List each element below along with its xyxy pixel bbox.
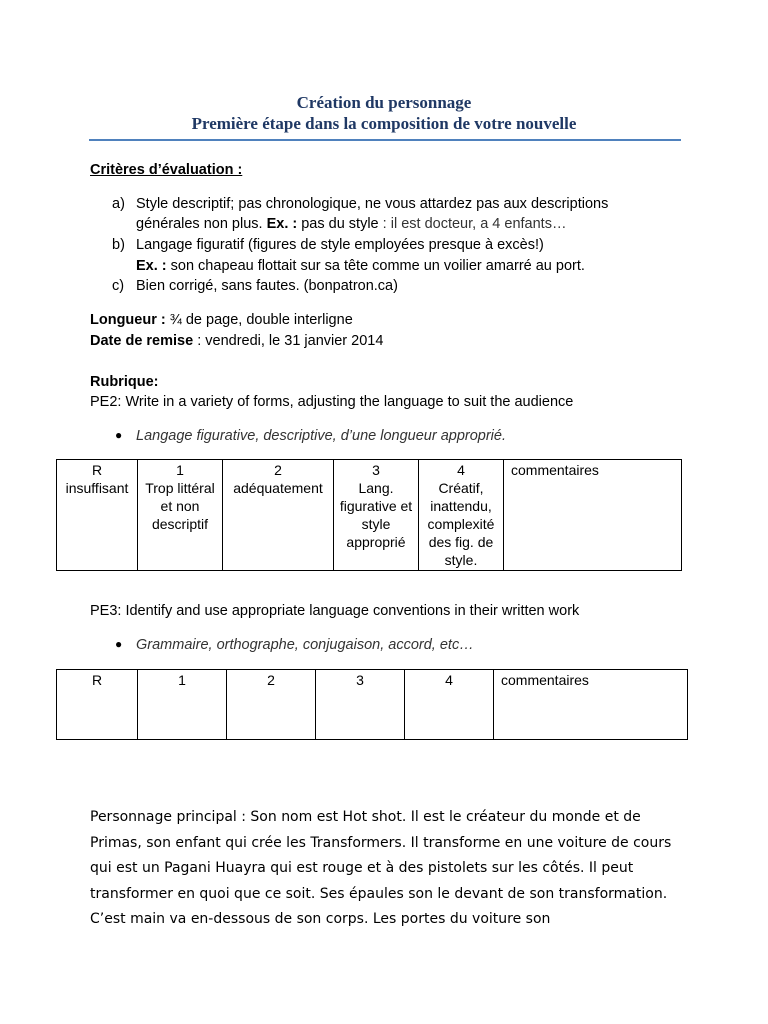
rubric-desc: Trop littéral et non descriptif — [145, 480, 215, 532]
bullet-icon: ● — [115, 428, 123, 442]
length-label: Longueur : — [90, 312, 166, 328]
rubric-comments-cell[interactable] — [494, 670, 688, 740]
pe2-rubric-table — [56, 459, 682, 571]
criteria-text-cont — [136, 214, 566, 234]
rubric-cell — [57, 670, 138, 740]
pe3-bullet: Grammaire, orthographe, conjugaison, accord, etc… — [136, 637, 474, 653]
pe2-bullet: Langage figurative, descriptive, d’une longueur approprié. — [136, 428, 506, 444]
pe3-rubric-table — [56, 669, 688, 740]
rubric-level: 4 — [445, 672, 453, 688]
criteria-letter: c) — [112, 278, 125, 294]
rubric-level: commentaires — [501, 672, 589, 688]
rubric-level: R — [91, 462, 103, 478]
example-label: Ex. : — [136, 258, 167, 274]
rubric-desc: insuffisant — [65, 480, 129, 496]
rubric-cell — [316, 670, 405, 740]
pe2-outcome: PE2: Write in a variety of forms, adjusting the language to suit the audience — [90, 394, 574, 410]
rubric-level: 1 — [176, 462, 184, 478]
due-date-line — [90, 331, 383, 351]
bullet-icon: ● — [115, 637, 123, 651]
rubric-cell — [138, 670, 227, 740]
criteria-heading: Critères d’évaluation : — [90, 162, 243, 178]
length-line — [90, 310, 353, 330]
rubric-desc: Lang. figurative et style approprié — [339, 480, 413, 550]
rubric-cell — [227, 670, 316, 740]
rubric-level: 1 — [178, 672, 186, 688]
rubric-cell — [223, 460, 334, 571]
rubric-desc: Créatif, inattendu, complexité des fig. de style. — [427, 480, 495, 568]
rubric-level: 2 — [267, 672, 275, 688]
criteria-example: : il est docteur, a 4 enfants… — [378, 216, 567, 232]
rubric-level: 4 — [457, 462, 465, 478]
rubric-heading: Rubrique: — [90, 374, 159, 390]
criteria-text-part: pas du style — [297, 216, 379, 232]
criteria-text: Langage figuratif (figures de style employées presque à excès!) — [136, 237, 544, 253]
criteria-text-cont — [136, 256, 585, 276]
rubric-cell — [419, 460, 504, 571]
rubric-level: 3 — [372, 462, 380, 478]
character-description: Personnage principal : Son nom est Hot shot. Il est le créateur du monde et de Primas, son enfant qui crée les Transformers. Il transforme en une voiture de cours qui est un Pagani Huayra qui est rouge et à des pistolets sur les côtés. Il peut transformer en quoi que ce soit. Ses épaules son le devant de son transformation. C’est main va en-dessous de son corps. Les portes du voiture son — [90, 809, 672, 928]
criteria-text: Bien corrigé, sans fautes. (bonpatron.ca) — [136, 278, 398, 294]
example-label: Ex. : — [266, 216, 298, 232]
rubric-cell — [138, 460, 223, 571]
criteria-letter: b) — [112, 237, 125, 253]
table-row — [57, 670, 688, 740]
rubric-comments-cell[interactable] — [504, 460, 682, 571]
page-subtitle: Première étape dans la composition de votre nouvelle — [191, 114, 577, 133]
rubric-level: 3 — [356, 672, 364, 688]
rubric-cell — [405, 670, 494, 740]
length-value: ¾ de page, double interligne — [165, 312, 353, 328]
due-date-label: Date de remise — [90, 333, 194, 349]
rubric-cell — [57, 460, 138, 571]
criteria-letter: a) — [112, 196, 125, 212]
pe3-outcome: PE3: Identify and use appropriate language conventions in their written work — [90, 603, 580, 619]
rubric-level: commentaires — [511, 462, 599, 478]
rubric-level: 2 — [274, 462, 282, 478]
criteria-text: Style descriptif; pas chronologique, ne vous attardez pas aux descriptions — [136, 196, 609, 212]
criteria-text-part: générales non plus. — [136, 216, 267, 232]
criteria-example: son chapeau flottait sur sa tête comme un voilier amarré au port. — [166, 258, 585, 274]
table-row — [57, 460, 682, 571]
rubric-desc: adéquatement — [233, 480, 323, 496]
rubric-level: R — [91, 672, 103, 688]
rubric-cell — [334, 460, 419, 571]
due-date-value: : vendredi, le 31 janvier 2014 — [193, 333, 384, 349]
title-divider — [89, 139, 681, 141]
page-title: Création du personnage — [296, 93, 472, 112]
